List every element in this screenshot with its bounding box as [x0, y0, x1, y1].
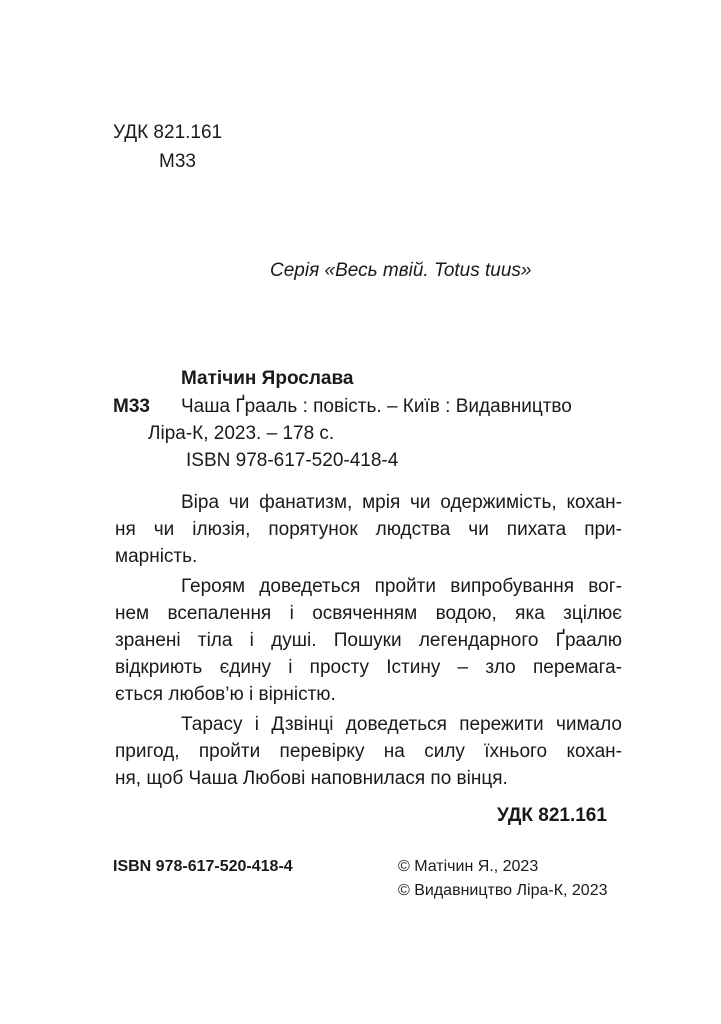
bibliographic-title-line: Чаша Ґрааль : повість. – Київ : Видавництво	[181, 396, 572, 417]
annotation-line: Тарасу і Дзвінці доведеться пережити чимало	[181, 714, 622, 735]
annotation-line: марність.	[115, 546, 198, 567]
annotation-line: зранені тіла і душі. Пошуки легендарного Ґраалю	[115, 630, 622, 651]
author-index-code: М33	[113, 396, 150, 417]
annotation-line: нем всепалення і освяченням водою, яка зцілює	[115, 603, 622, 624]
copyright-author: © Матічин Я., 2023	[398, 858, 539, 875]
annotation-line: ється любов’ю і вірністю.	[115, 684, 336, 705]
udk-footer: УДК 821.161	[497, 805, 607, 826]
annotation-line: пригод, пройти перевірку на силу їхнього кохан-	[115, 741, 622, 762]
annotation-line: Героям доведеться пройти випробування вог-	[181, 576, 622, 597]
annotation-paragraph-2	[115, 573, 622, 708]
copyright-publisher: © Видавництво Ліра-К, 2023	[398, 882, 608, 899]
bibliographic-publisher-line: Ліра-К, 2023. – 178 с.	[148, 423, 335, 444]
series-title: Серія «Весь твій. Totus tuus»	[270, 260, 532, 281]
isbn-footer: ISBN 978-617-520-418-4	[113, 858, 293, 875]
annotation-line: ня, щоб Чаша Любові наповнилася по вінця.	[115, 768, 508, 789]
author-name: Матічин Ярослава	[181, 368, 354, 389]
annotation-line: відкриють єдину і просту Істину – зло перемага-	[115, 657, 622, 678]
annotation-line: ня чи ілюзія, порятунок людства чи пихата при-	[115, 519, 622, 540]
index-header: М33	[159, 151, 196, 172]
bibliographic-isbn: ISBN 978-617-520-418-4	[186, 450, 399, 471]
annotation-line: Віра чи фанатизм, мрія чи одержимість, кохан-	[181, 492, 622, 513]
annotation-paragraph-3	[115, 711, 622, 792]
udk-header: УДК 821.161	[113, 122, 223, 143]
annotation-paragraph-1	[115, 489, 622, 570]
annotation-text	[115, 489, 622, 792]
